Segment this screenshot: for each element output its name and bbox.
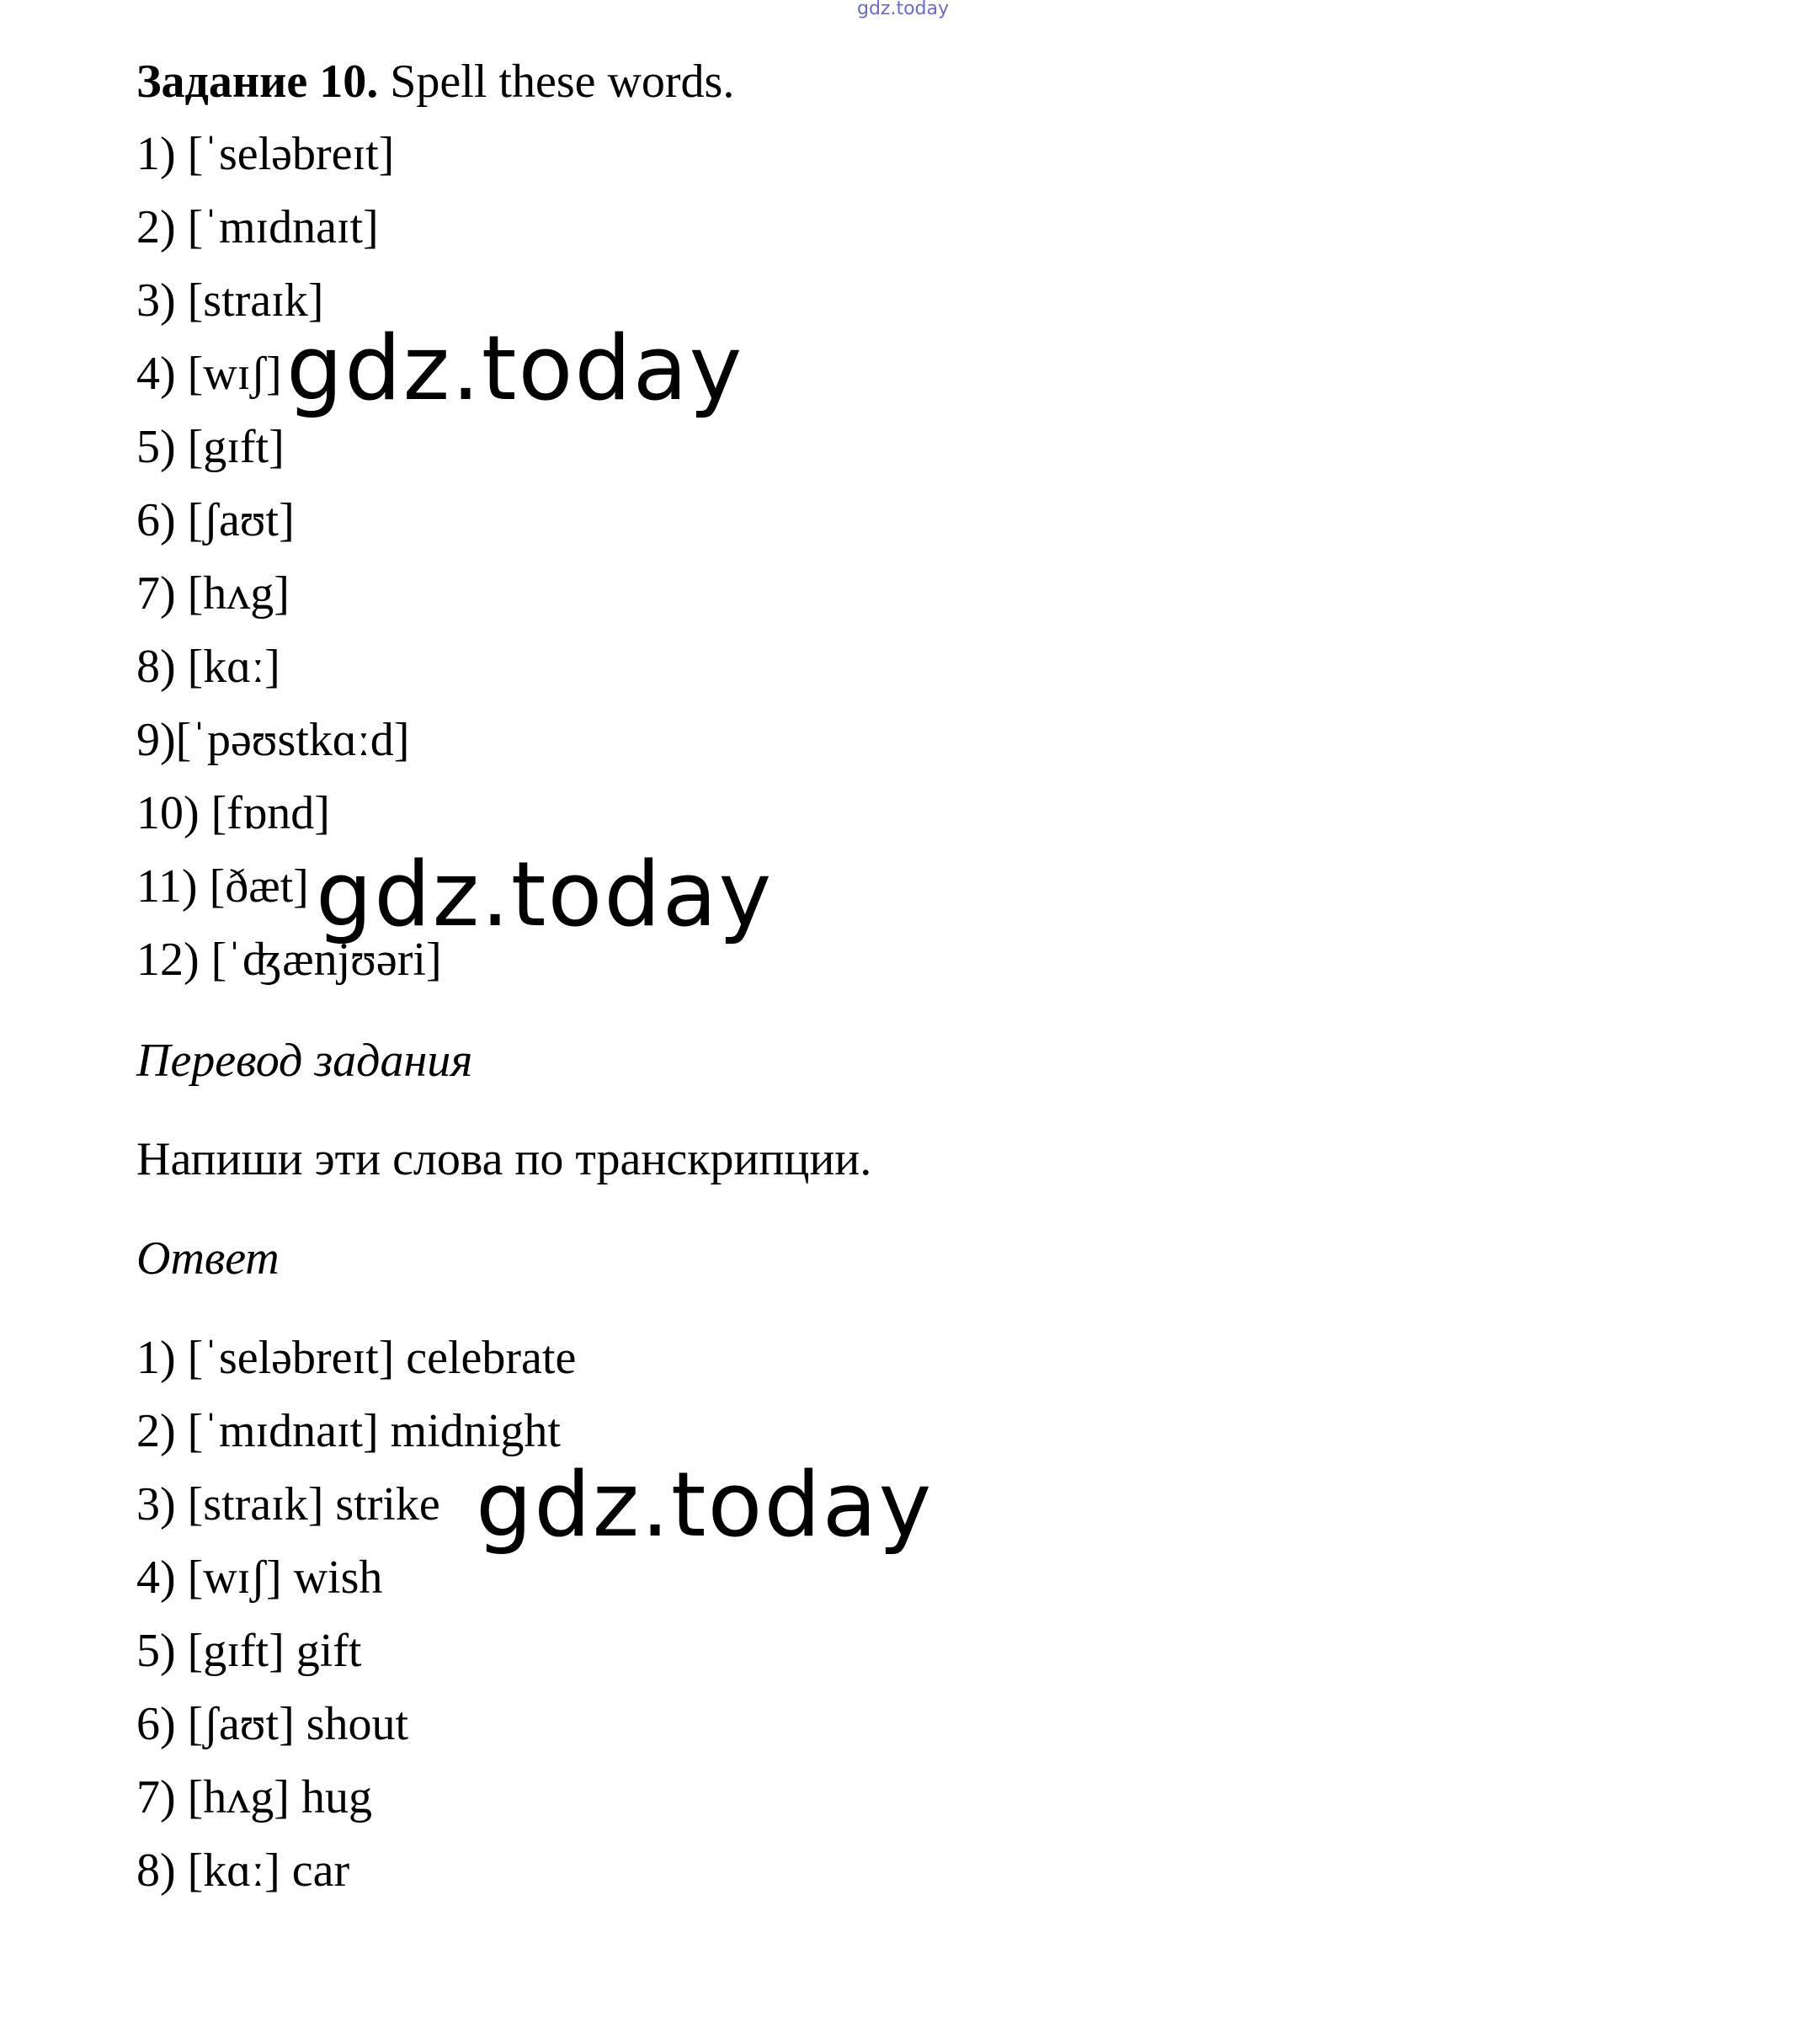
task-item-3: 3) [straɪk] xyxy=(136,274,324,327)
answer-item-2: 2) [ˈmɪdnaɪt] midnight xyxy=(136,1405,561,1457)
task-item-1: 1) [ˈseləbreɪt] xyxy=(136,128,395,180)
answer-item-5: 5) [gɪft] gift xyxy=(136,1625,362,1677)
watermark-3: gdz.today xyxy=(476,1453,934,1557)
task-item-2: 2) [ˈmɪdnaɪt] xyxy=(136,201,379,253)
task-title xyxy=(136,52,734,111)
answer-item-4: 4) [wɪʃ] wish xyxy=(136,1552,383,1604)
task-item-10: 10) [fɒnd] xyxy=(136,787,330,839)
watermark-1: gdz.today xyxy=(286,317,744,420)
task-item-8: 8) [kɑː] xyxy=(136,641,280,693)
task-item-11: 11) [ðæt] xyxy=(136,860,309,913)
task-item-9: 9)[ˈpəʊstkɑːd] xyxy=(136,714,410,766)
translation-heading: Перевод задания xyxy=(136,1035,473,1087)
translation-text: Напиши эти слова по транскрипции. xyxy=(136,1133,872,1185)
answer-item-6: 6) [ʃaʊt] shout xyxy=(136,1698,409,1750)
task-item-6: 6) [ʃaʊt] xyxy=(136,494,295,546)
answer-item-3: 3) [straɪk] strike xyxy=(136,1478,440,1530)
answer-heading: Ответ xyxy=(136,1232,280,1285)
task-item-12: 12) [ˈʤænjʊəri] xyxy=(136,934,442,986)
answer-item-7: 7) [hʌg] hug xyxy=(136,1771,372,1823)
task-item-4: 4) [wɪʃ] xyxy=(136,348,282,400)
watermark-2: gdz.today xyxy=(316,843,774,946)
answer-item-1: 1) [ˈseləbreɪt] celebrate xyxy=(136,1332,577,1384)
task-item-5: 5) [gɪft] xyxy=(136,421,285,473)
task-title-rest: Spell these words. xyxy=(378,56,735,108)
watermark-top: gdz.today xyxy=(857,0,950,19)
task-title-bold: Задание 10. xyxy=(136,56,379,108)
answer-item-8: 8) [kɑː] car xyxy=(136,1844,350,1897)
task-item-7: 7) [hʌg] xyxy=(136,567,290,620)
